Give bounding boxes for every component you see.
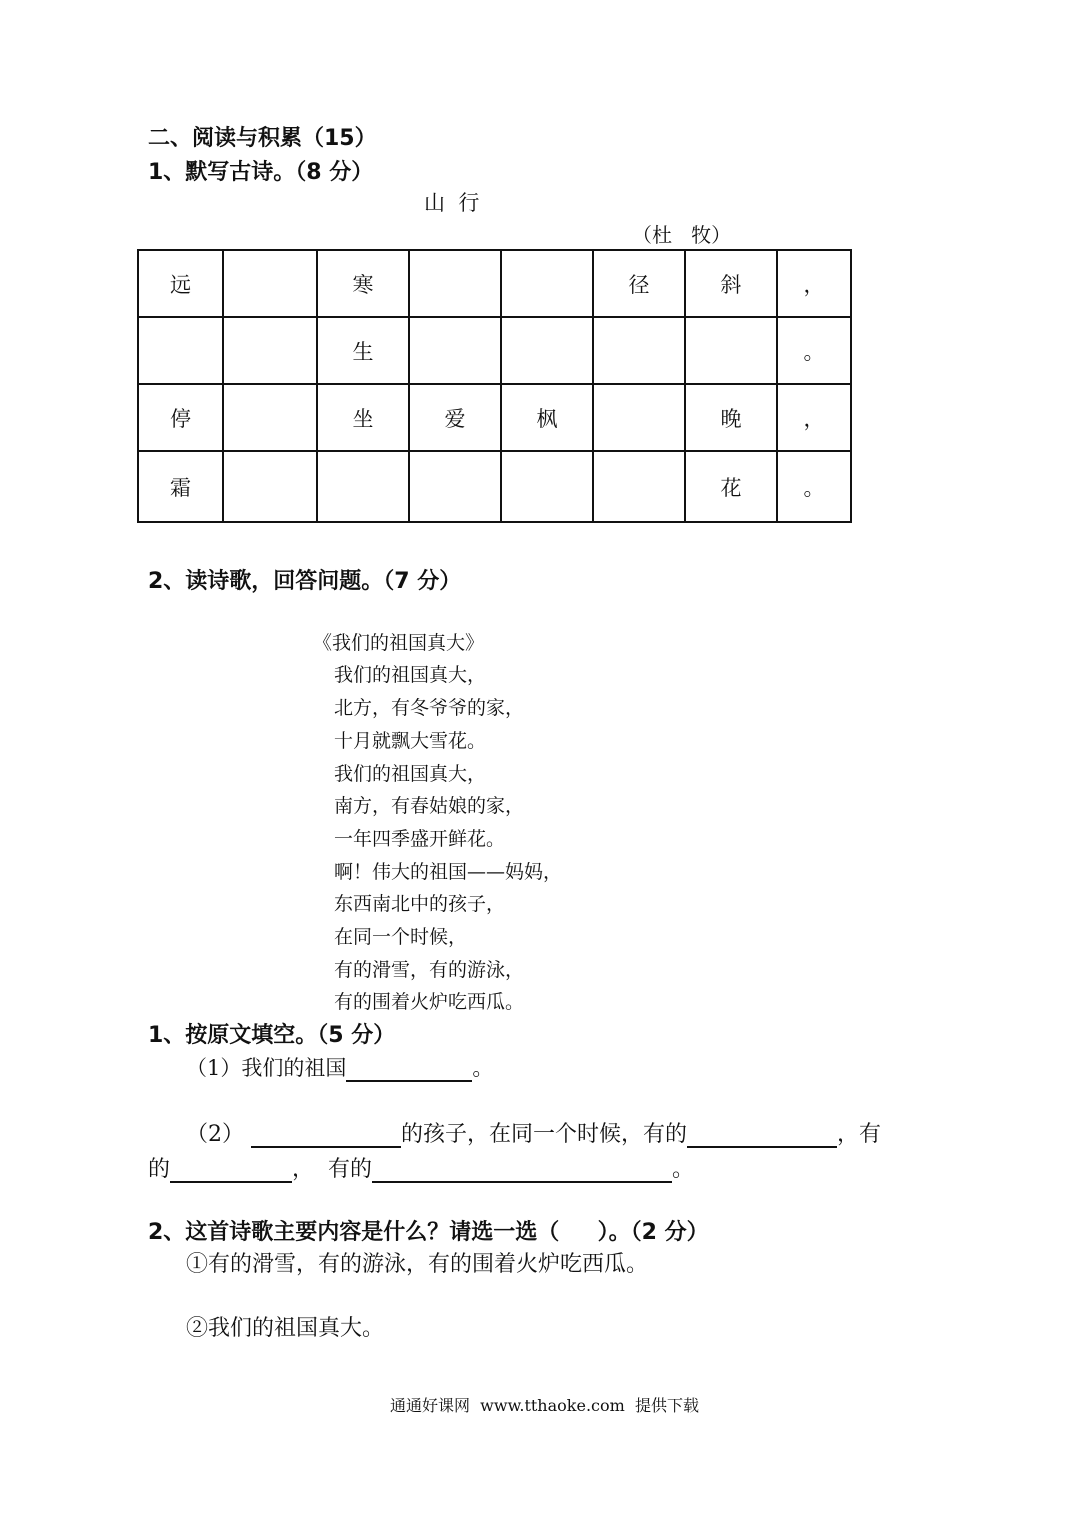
poem-author: （杜 牧） [632, 223, 732, 247]
grid-cell[interactable]: 停 [138, 384, 223, 451]
question-2-title: 2、读诗歌，回答问题。（7 分） [148, 569, 462, 594]
grid-cell[interactable] [317, 451, 409, 522]
grid-cell[interactable]: 生 [317, 317, 409, 384]
grid-cell[interactable]: 坐 [317, 384, 409, 451]
question-1-title: 1、默写古诗。（8 分） [148, 160, 374, 185]
grid-cell[interactable]: 花 [685, 451, 777, 522]
grid-cell[interactable]: 霜 [138, 451, 223, 522]
poem-line: 有的围着火炉吃西瓜。 [334, 991, 525, 1013]
grid-cell[interactable] [138, 317, 223, 384]
grid-cell[interactable] [409, 317, 501, 384]
fill-line-2-prefix: （2） [186, 1122, 244, 1147]
grid-row [138, 384, 851, 451]
fill-line-2-end: ，有 [837, 1122, 882, 1147]
grid-cell[interactable]: 。 [777, 451, 851, 522]
answer-blank[interactable] [251, 1124, 401, 1148]
fill-line-3 [148, 1152, 694, 1183]
grid-cell[interactable]: 远 [138, 250, 223, 317]
grid-cell[interactable]: 径 [593, 250, 685, 317]
grid-cell[interactable] [223, 250, 317, 317]
poem-line: 啊！伟大的祖国——妈妈， [334, 861, 563, 883]
grid-cell[interactable] [223, 451, 317, 522]
grid-cell[interactable] [409, 250, 501, 317]
grid-cell[interactable]: 斜 [685, 250, 777, 317]
poem-line: 东西南北中的孩子， [334, 893, 506, 915]
grid-cell[interactable]: 晚 [685, 384, 777, 451]
grid-cell[interactable] [409, 451, 501, 522]
option-1: ①有的滑雪，有的游泳，有的围着火炉吃西瓜。 [186, 1252, 649, 1277]
grid-cell[interactable]: 。 [777, 317, 851, 384]
fill-line-2-mid: 的孩子，在同一个时候，有的 [401, 1122, 688, 1147]
section-title: 二、阅读与积累（15） [148, 126, 377, 151]
fill-line-1 [186, 1052, 493, 1082]
grid-cell[interactable]: ， [777, 250, 851, 317]
poem-line: 十月就飘大雪花。 [334, 730, 487, 752]
subquestion-2-title: 2、这首诗歌主要内容是什么？请选一选（ ）。（2 分） [148, 1220, 709, 1245]
grid-cell[interactable] [223, 317, 317, 384]
fill-line-3-prefix: 的 [148, 1157, 171, 1182]
fill-line-1-suffix: 。 [472, 1056, 494, 1080]
grid-cell[interactable] [501, 250, 593, 317]
grid-cell[interactable]: 寒 [317, 250, 409, 317]
answer-blank[interactable] [687, 1124, 837, 1148]
grid-cell[interactable] [593, 451, 685, 522]
poem-line: 北方，有冬爷爷的家， [334, 697, 525, 719]
poem-line: 在同一个时候， [334, 926, 468, 948]
footer-credit: 通通好课网 www.tthaoke.com 提供下载 [390, 1396, 699, 1415]
poem-grid [137, 249, 852, 523]
grid-cell[interactable] [501, 451, 593, 522]
fill-line-1-prefix: （1）我们的祖国 [186, 1056, 347, 1080]
grid-row [138, 317, 851, 384]
answer-blank[interactable] [346, 1058, 472, 1082]
grid-cell[interactable] [593, 384, 685, 451]
grid-row [138, 451, 851, 522]
fill-line-3-mid: ， 有的 [292, 1157, 373, 1182]
answer-blank[interactable] [170, 1159, 292, 1183]
grid-cell[interactable]: ， [777, 384, 851, 451]
poem-line: 南方，有春姑娘的家， [334, 795, 525, 817]
subquestion-1-title: 1、按原文填空。（5 分） [148, 1023, 396, 1048]
poem-title-shanxing: 山 行 [424, 191, 480, 215]
poem-line: 有的滑雪，有的游泳， [334, 959, 525, 981]
poem-line: 我们的祖国真大， [334, 664, 487, 686]
poem-line: 一年四季盛开鲜花。 [334, 828, 506, 850]
option-2: ②我们的祖国真大。 [186, 1316, 385, 1341]
answer-blank[interactable] [372, 1159, 672, 1183]
grid-cell[interactable] [593, 317, 685, 384]
poem-title-zuguo: 《我们的祖国真大》 [313, 632, 485, 654]
grid-cell[interactable] [501, 317, 593, 384]
grid-cell[interactable]: 爱 [409, 384, 501, 451]
grid-cell[interactable] [685, 317, 777, 384]
grid-cell[interactable] [223, 384, 317, 451]
grid-cell[interactable]: 枫 [501, 384, 593, 451]
fill-line-2 [186, 1117, 881, 1148]
fill-line-3-suffix: 。 [672, 1157, 695, 1182]
poem-line: 我们的祖国真大， [334, 763, 487, 785]
grid-row [138, 250, 851, 317]
